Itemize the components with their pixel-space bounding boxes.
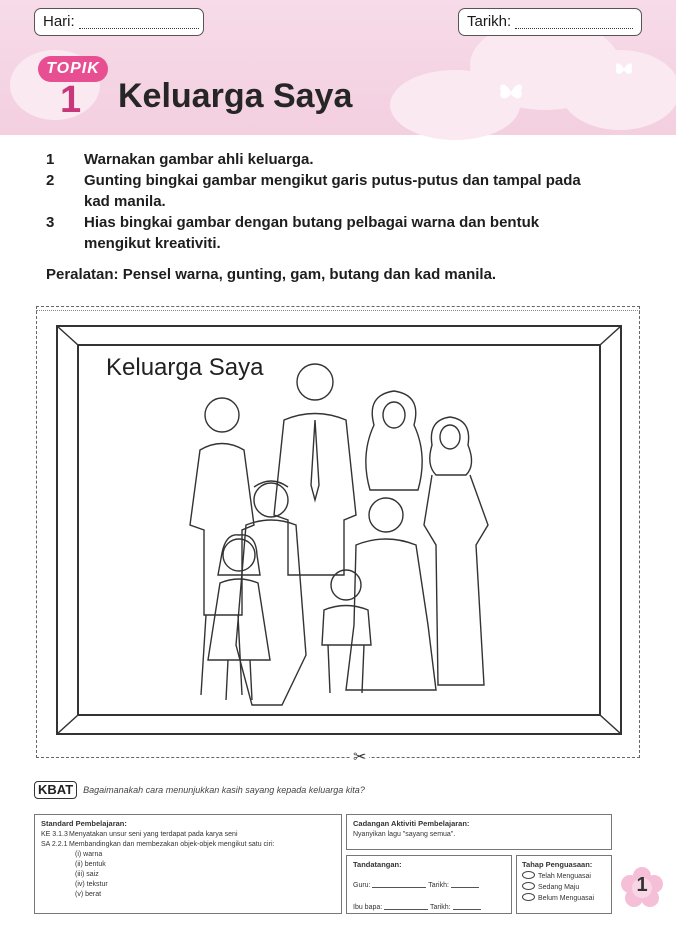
sub-item: (iii) saiz xyxy=(75,871,99,878)
cadangan-heading: Cadangan Aktiviti Pembelajaran: xyxy=(353,819,470,828)
penguasaan-heading: Tahap Penguasaan: xyxy=(522,860,593,869)
penguasaan-box xyxy=(516,855,612,914)
tarikh-field[interactable] xyxy=(458,8,642,36)
topic-number: 1 xyxy=(60,79,82,121)
penguasaan-option[interactable]: Belum Menguasai xyxy=(522,893,606,904)
frame-title: Keluarga Saya xyxy=(106,354,264,381)
picture-frame xyxy=(56,325,622,735)
butterfly-icon xyxy=(614,60,634,78)
kbat-question: Bagaimanakah cara menunjukkan kasih sayang kepada keluarga kita? xyxy=(83,785,365,795)
tools-line: Peralatan: Pensel warna, gunting, gam, butang dan kad manila. xyxy=(46,266,497,283)
standard-line: KE 3.1.3Menyatakan unsur seni yang terdapat pada karya seni xyxy=(41,831,238,838)
tarikh-blank xyxy=(515,14,633,29)
page-title: Keluarga Saya xyxy=(118,77,353,115)
standard-box xyxy=(34,814,342,914)
standard-line: SA 2.2.1 Membandingkan dan membezakan objek-objek mengikut satu ciri: xyxy=(41,841,275,848)
kbat-row xyxy=(34,781,365,799)
penguasaan-option[interactable]: Telah Menguasai xyxy=(522,871,606,882)
instruction-item: kad manila. xyxy=(84,193,166,210)
guru-sign-row[interactable]: Guru: Tarikh: xyxy=(353,879,505,891)
scissors-icon: ✂ xyxy=(350,747,369,767)
sub-item: (ii) bentuk xyxy=(75,861,106,868)
radio-oval-icon[interactable] xyxy=(522,882,535,890)
butterfly-icon xyxy=(498,80,524,104)
inner-cut-line xyxy=(36,310,640,311)
sub-item: (iv) tekstur xyxy=(75,881,108,888)
sub-item: (v) berat xyxy=(75,891,102,898)
cadangan-text: Nyanyikan lagu "sayang semua". xyxy=(353,831,456,838)
instruction-list xyxy=(46,150,636,255)
sub-item: (i) warna xyxy=(75,851,103,858)
instruction-item: 3 Hias bingkai gambar dengan butang pelbagai warna dan bentuk xyxy=(46,214,540,231)
penguasaan-option[interactable]: Sedang Maju xyxy=(522,882,606,893)
kbat-badge: KBAT xyxy=(34,781,77,799)
hari-blank xyxy=(79,14,199,29)
cadangan-box xyxy=(346,814,612,850)
hari-label: Hari: xyxy=(43,13,75,30)
tarikh-label: Tarikh: xyxy=(467,13,512,30)
instruction-item: 2 Gunting bingkai gambar mengikut garis putus-putus dan tampal pada xyxy=(46,172,581,189)
radio-oval-icon[interactable] xyxy=(522,871,535,879)
tandatangan-box xyxy=(346,855,512,914)
topik-badge: TOPIK xyxy=(38,56,108,82)
standard-heading: Standard Pembelajaran: xyxy=(41,819,127,828)
page-number: 1 xyxy=(636,874,648,896)
radio-oval-icon[interactable] xyxy=(522,893,535,901)
tandatangan-heading: Tandatangan: xyxy=(353,860,402,869)
instruction-item: 1 Warnakan gambar ahli keluarga. xyxy=(46,151,314,168)
instruction-item: mengikut kreativiti. xyxy=(84,235,221,252)
ibu-bapa-sign-row[interactable]: Ibu bapa: Tarikh: xyxy=(353,901,505,913)
hari-field[interactable] xyxy=(34,8,204,36)
